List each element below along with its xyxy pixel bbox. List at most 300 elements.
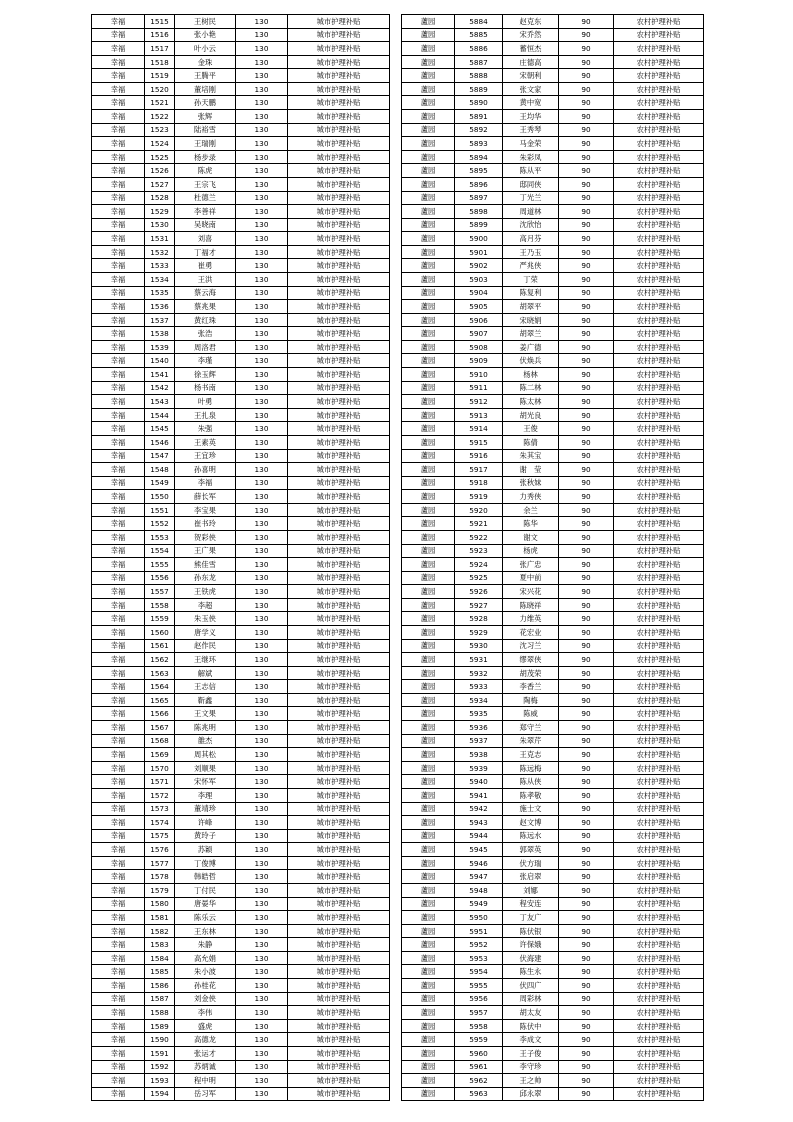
community-cell: 蘆园: [402, 490, 455, 504]
subsidy-type-cell: 农村护理补贴: [614, 626, 704, 640]
subsidy-type-cell: 城市护理补贴: [288, 802, 390, 816]
number-cell: 5939: [455, 761, 503, 775]
community-cell: 幸福: [92, 1046, 145, 1060]
subsidy-type-cell: 农村护理补贴: [614, 232, 704, 246]
community-cell: 蘆园: [402, 816, 455, 830]
table-row: [402, 422, 704, 436]
community-cell: 幸福: [92, 137, 145, 151]
name-cell: 施士文: [503, 802, 559, 816]
community-cell: 蘆园: [402, 680, 455, 694]
subsidy-type-cell: 城市护理补贴: [288, 748, 390, 762]
amount-cell: 130: [236, 272, 288, 286]
name-cell: 庄德高: [503, 55, 559, 69]
subsidy-type-cell: 城市护理补贴: [288, 1033, 390, 1047]
subsidy-type-cell: 农村护理补贴: [614, 585, 704, 599]
name-cell: 靳鑫: [175, 693, 236, 707]
subsidy-type-cell: 城市护理补贴: [288, 585, 390, 599]
name-cell: 邸同侠: [503, 177, 559, 191]
name-cell: 夏中前: [503, 571, 559, 585]
number-cell: 5911: [455, 381, 503, 395]
number-cell: 1584: [145, 951, 175, 965]
name-cell: 叶小云: [175, 42, 236, 56]
number-cell: 1540: [145, 354, 175, 368]
amount-cell: 130: [236, 544, 288, 558]
community-cell: 蘆园: [402, 884, 455, 898]
amount-cell: 90: [559, 218, 614, 232]
table-row: [92, 503, 390, 517]
number-cell: 1530: [145, 218, 175, 232]
subsidy-type-cell: 城市护理补贴: [288, 666, 390, 680]
amount-cell: 130: [236, 150, 288, 164]
name-cell: 赵文博: [503, 816, 559, 830]
community-cell: 幸福: [92, 245, 145, 259]
subsidy-type-cell: 农村护理补贴: [614, 1006, 704, 1020]
name-cell: 程安连: [503, 897, 559, 911]
table-row: [402, 707, 704, 721]
subsidy-type-cell: 农村护理补贴: [614, 558, 704, 572]
number-cell: 5912: [455, 395, 503, 409]
table-row: [402, 245, 704, 259]
number-cell: 1543: [145, 395, 175, 409]
number-cell: 1589: [145, 1019, 175, 1033]
number-cell: 1525: [145, 150, 175, 164]
community-cell: 蘆园: [402, 42, 455, 56]
community-cell: 蘆园: [402, 408, 455, 422]
number-cell: 1594: [145, 1087, 175, 1101]
number-cell: 5950: [455, 911, 503, 925]
table-row: [92, 856, 390, 870]
subsidy-type-cell: 农村护理补贴: [614, 734, 704, 748]
number-cell: 1558: [145, 598, 175, 612]
community-cell: 幸福: [92, 761, 145, 775]
community-cell: 蘆园: [402, 368, 455, 382]
subsidy-type-cell: 城市护理补贴: [288, 1074, 390, 1088]
community-cell: 蘆园: [402, 177, 455, 191]
amount-cell: 130: [236, 408, 288, 422]
name-cell: 黄红珠: [175, 313, 236, 327]
subsidy-type-cell: 城市护理补贴: [288, 653, 390, 667]
name-cell: 董培刚: [175, 82, 236, 96]
amount-cell: 90: [559, 612, 614, 626]
amount-cell: 90: [559, 748, 614, 762]
name-cell: 李宝果: [175, 503, 236, 517]
number-cell: 1568: [145, 734, 175, 748]
name-cell: 王瑞刚: [175, 137, 236, 151]
name-cell: 苏颖: [175, 843, 236, 857]
table-row: [92, 626, 390, 640]
number-cell: 5919: [455, 490, 503, 504]
number-cell: 5932: [455, 666, 503, 680]
table-row: [402, 639, 704, 653]
community-cell: 蘆园: [402, 300, 455, 314]
amount-cell: 130: [236, 503, 288, 517]
table-row: [402, 748, 704, 762]
number-cell: 1519: [145, 69, 175, 83]
number-cell: 1592: [145, 1060, 175, 1074]
subsidy-type-cell: 城市护理补贴: [288, 15, 390, 29]
subsidy-type-cell: 城市护理补贴: [288, 55, 390, 69]
community-cell: 蘆园: [402, 286, 455, 300]
community-cell: 蘆园: [402, 313, 455, 327]
name-cell: 张运才: [175, 1046, 236, 1060]
number-cell: 1588: [145, 1006, 175, 1020]
name-cell: 唐晏华: [175, 897, 236, 911]
amount-cell: 90: [559, 530, 614, 544]
amount-cell: 130: [236, 300, 288, 314]
table-row: [402, 1033, 704, 1047]
number-cell: 1566: [145, 707, 175, 721]
amount-cell: 90: [559, 300, 614, 314]
number-cell: 5899: [455, 218, 503, 232]
number-cell: 5959: [455, 1033, 503, 1047]
community-cell: 幸福: [92, 1019, 145, 1033]
number-cell: 5888: [455, 69, 503, 83]
community-cell: 幸福: [92, 1006, 145, 1020]
subsidy-type-cell: 农村护理补贴: [614, 979, 704, 993]
community-cell: 幸福: [92, 897, 145, 911]
community-cell: 蘆园: [402, 639, 455, 653]
table-row: [92, 639, 390, 653]
number-cell: 1556: [145, 571, 175, 585]
table-row: [402, 449, 704, 463]
table-row: [402, 734, 704, 748]
community-cell: 蘆园: [402, 272, 455, 286]
table-row: [92, 897, 390, 911]
number-cell: 5941: [455, 788, 503, 802]
number-cell: 1529: [145, 205, 175, 219]
table-row: [402, 1046, 704, 1060]
subsidy-type-cell: 农村护理补贴: [614, 110, 704, 124]
community-cell: 幸福: [92, 992, 145, 1006]
community-cell: 幸福: [92, 286, 145, 300]
number-cell: 5901: [455, 245, 503, 259]
subsidy-type-cell: 城市护理补贴: [288, 286, 390, 300]
community-cell: 幸福: [92, 164, 145, 178]
name-cell: 朱强: [175, 422, 236, 436]
number-cell: 1591: [145, 1046, 175, 1060]
number-cell: 5913: [455, 408, 503, 422]
amount-cell: 130: [236, 368, 288, 382]
number-cell: 5936: [455, 721, 503, 735]
name-cell: 刘娜: [503, 884, 559, 898]
name-cell: 严兆侠: [503, 259, 559, 273]
amount-cell: 90: [559, 992, 614, 1006]
subsidy-type-cell: 农村护理补贴: [614, 612, 704, 626]
community-cell: 蘆园: [402, 856, 455, 870]
table-row: [92, 42, 390, 56]
name-cell: 张广忠: [503, 558, 559, 572]
subsidy-type-cell: 城市护理补贴: [288, 177, 390, 191]
number-cell: 5930: [455, 639, 503, 653]
amount-cell: 90: [559, 517, 614, 531]
community-cell: 幸福: [92, 693, 145, 707]
table-row: [92, 96, 390, 110]
table-row: [92, 558, 390, 572]
subsidy-type-cell: 城市护理补贴: [288, 734, 390, 748]
subsidy-type-cell: 城市护理补贴: [288, 42, 390, 56]
number-cell: 5937: [455, 734, 503, 748]
name-cell: 陈虎: [175, 164, 236, 178]
subsidy-type-cell: 农村护理补贴: [614, 259, 704, 273]
number-cell: 1518: [145, 55, 175, 69]
table-row: [92, 490, 390, 504]
subsidy-type-cell: 城市护理补贴: [288, 843, 390, 857]
amount-cell: 130: [236, 1087, 288, 1101]
table-row: [402, 911, 704, 925]
subsidy-type-cell: 农村护理补贴: [614, 951, 704, 965]
number-cell: 5909: [455, 354, 503, 368]
number-cell: 1552: [145, 517, 175, 531]
table-row: [92, 653, 390, 667]
number-cell: 1586: [145, 979, 175, 993]
table-row: [402, 1087, 704, 1101]
name-cell: 王宗飞: [175, 177, 236, 191]
subsidy-type-cell: 城市护理补贴: [288, 340, 390, 354]
name-cell: 宋晓娟: [503, 313, 559, 327]
number-cell: 5926: [455, 585, 503, 599]
subsidy-type-cell: 城市护理补贴: [288, 381, 390, 395]
subsidy-type-cell: 城市护理补贴: [288, 816, 390, 830]
name-cell: 高德龙: [175, 1033, 236, 1047]
community-cell: 幸福: [92, 979, 145, 993]
subsidy-type-cell: 农村护理补贴: [614, 137, 704, 151]
subsidy-type-cell: 农村护理补贴: [614, 15, 704, 29]
community-cell: 蘆园: [402, 435, 455, 449]
table-row: [92, 449, 390, 463]
number-cell: 5920: [455, 503, 503, 517]
amount-cell: 130: [236, 571, 288, 585]
name-cell: 赵克东: [503, 15, 559, 29]
table-row: [402, 123, 704, 137]
name-cell: 张小艳: [175, 28, 236, 42]
table-row: [92, 829, 390, 843]
table-row: [402, 530, 704, 544]
table-row: [92, 327, 390, 341]
amount-cell: 90: [559, 965, 614, 979]
table-row: [92, 748, 390, 762]
subsidy-type-cell: 农村护理补贴: [614, 1060, 704, 1074]
subsidy-type-cell: 农村护理补贴: [614, 802, 704, 816]
subsidy-type-cell: 农村护理补贴: [614, 598, 704, 612]
amount-cell: 130: [236, 313, 288, 327]
name-cell: 张辉: [175, 110, 236, 124]
subsidy-type-cell: 城市护理补贴: [288, 96, 390, 110]
name-cell: 韩皓哲: [175, 870, 236, 884]
name-cell: 陈远水: [503, 829, 559, 843]
number-cell: 5884: [455, 15, 503, 29]
amount-cell: 90: [559, 191, 614, 205]
community-cell: 蘆园: [402, 979, 455, 993]
number-cell: 5886: [455, 42, 503, 56]
number-cell: 5960: [455, 1046, 503, 1060]
community-cell: 幸福: [92, 802, 145, 816]
amount-cell: 90: [559, 368, 614, 382]
number-cell: 1564: [145, 680, 175, 694]
community-cell: 幸福: [92, 218, 145, 232]
amount-cell: 130: [236, 707, 288, 721]
community-cell: 幸福: [92, 1087, 145, 1101]
community-cell: 幸福: [92, 150, 145, 164]
name-cell: 叶勇: [175, 395, 236, 409]
subsidy-type-cell: 农村护理补贴: [614, 286, 704, 300]
name-cell: 朱玉侠: [175, 612, 236, 626]
name-cell: 张浩: [175, 327, 236, 341]
community-cell: 蘆园: [402, 734, 455, 748]
number-cell: 5903: [455, 272, 503, 286]
subsidy-type-cell: 城市护理补贴: [288, 259, 390, 273]
number-cell: 1560: [145, 626, 175, 640]
subsidy-type-cell: 农村护理补贴: [614, 788, 704, 802]
amount-cell: 130: [236, 734, 288, 748]
number-cell: 1520: [145, 82, 175, 96]
amount-cell: 130: [236, 951, 288, 965]
number-cell: 1570: [145, 761, 175, 775]
community-cell: 幸福: [92, 327, 145, 341]
amount-cell: 130: [236, 286, 288, 300]
community-cell: 幸福: [92, 15, 145, 29]
number-cell: 5956: [455, 992, 503, 1006]
amount-cell: 90: [559, 422, 614, 436]
subsidy-type-cell: 农村护理补贴: [614, 829, 704, 843]
amount-cell: 130: [236, 530, 288, 544]
subsidy-type-cell: 城市护理补贴: [288, 897, 390, 911]
amount-cell: 90: [559, 788, 614, 802]
name-cell: 伏焕兵: [503, 354, 559, 368]
table-row: [402, 503, 704, 517]
table-row: [402, 897, 704, 911]
subsidy-type-cell: 城市护理补贴: [288, 164, 390, 178]
number-cell: 1572: [145, 788, 175, 802]
subsidy-type-cell: 农村护理补贴: [614, 354, 704, 368]
name-cell: 陈倩: [503, 435, 559, 449]
number-cell: 1539: [145, 340, 175, 354]
amount-cell: 130: [236, 28, 288, 42]
community-cell: 幸福: [92, 1060, 145, 1074]
number-cell: 5924: [455, 558, 503, 572]
name-cell: 王树民: [175, 15, 236, 29]
number-cell: 1537: [145, 313, 175, 327]
subsidy-type-cell: 城市护理补贴: [288, 571, 390, 585]
subsidy-type-cell: 农村护理补贴: [614, 843, 704, 857]
amount-cell: 130: [236, 884, 288, 898]
community-cell: 幸福: [92, 680, 145, 694]
table-row: [92, 992, 390, 1006]
community-cell: 幸福: [92, 816, 145, 830]
number-cell: 1587: [145, 992, 175, 1006]
number-cell: 5902: [455, 259, 503, 273]
left-table-body: [92, 15, 390, 1101]
number-cell: 5907: [455, 327, 503, 341]
table-row: [92, 802, 390, 816]
amount-cell: 90: [559, 856, 614, 870]
number-cell: 1536: [145, 300, 175, 314]
number-cell: 5914: [455, 422, 503, 436]
amount-cell: 90: [559, 476, 614, 490]
amount-cell: 90: [559, 911, 614, 925]
table-row: [92, 218, 390, 232]
subsidy-type-cell: 农村护理补贴: [614, 530, 704, 544]
community-cell: 幸福: [92, 666, 145, 680]
number-cell: 5900: [455, 232, 503, 246]
name-cell: 缪翠侠: [503, 653, 559, 667]
name-cell: 王铁虎: [175, 585, 236, 599]
number-cell: 5947: [455, 870, 503, 884]
name-cell: 伏海建: [503, 951, 559, 965]
table-row: [92, 517, 390, 531]
subsidy-type-cell: 农村护理补贴: [614, 856, 704, 870]
community-cell: 蘆园: [402, 164, 455, 178]
subsidy-type-cell: 城市护理补贴: [288, 110, 390, 124]
subsidy-type-cell: 农村护理补贴: [614, 911, 704, 925]
amount-cell: 130: [236, 123, 288, 137]
amount-cell: 90: [559, 571, 614, 585]
amount-cell: 130: [236, 598, 288, 612]
name-cell: 高允娟: [175, 951, 236, 965]
subsidy-type-cell: 城市护理补贴: [288, 965, 390, 979]
amount-cell: 90: [559, 693, 614, 707]
amount-cell: 90: [559, 313, 614, 327]
table-row: [402, 721, 704, 735]
table-row: [402, 829, 704, 843]
subsidy-type-cell: 城市护理补贴: [288, 28, 390, 42]
number-cell: 5948: [455, 884, 503, 898]
amount-cell: 90: [559, 761, 614, 775]
amount-cell: 90: [559, 802, 614, 816]
community-cell: 蘆园: [402, 788, 455, 802]
table-row: [92, 286, 390, 300]
subsidy-type-cell: 城市护理补贴: [288, 924, 390, 938]
community-cell: 蘆园: [402, 775, 455, 789]
subsidy-type-cell: 城市护理补贴: [288, 639, 390, 653]
community-cell: 幸福: [92, 626, 145, 640]
community-cell: 蘆园: [402, 585, 455, 599]
amount-cell: 130: [236, 55, 288, 69]
table-row: [92, 1074, 390, 1088]
number-cell: 1571: [145, 775, 175, 789]
community-cell: 幸福: [92, 232, 145, 246]
number-cell: 1517: [145, 42, 175, 56]
name-cell: 刘顺果: [175, 761, 236, 775]
community-cell: 蘆园: [402, 924, 455, 938]
amount-cell: 90: [559, 354, 614, 368]
amount-cell: 90: [559, 177, 614, 191]
subsidy-type-cell: 城市护理补贴: [288, 435, 390, 449]
amount-cell: 130: [236, 463, 288, 477]
name-cell: 李善祥: [175, 205, 236, 219]
community-cell: 幸福: [92, 381, 145, 395]
number-cell: 5896: [455, 177, 503, 191]
amount-cell: 130: [236, 1074, 288, 1088]
table-row: [402, 313, 704, 327]
table-row: [92, 232, 390, 246]
community-cell: 蘆园: [402, 123, 455, 137]
amount-cell: 90: [559, 449, 614, 463]
amount-cell: 130: [236, 69, 288, 83]
table-row: [402, 205, 704, 219]
subsidy-type-cell: 农村护理补贴: [614, 748, 704, 762]
number-cell: 5897: [455, 191, 503, 205]
subsidy-type-cell: 城市护理补贴: [288, 979, 390, 993]
table-row: [402, 381, 704, 395]
amount-cell: 130: [236, 232, 288, 246]
community-cell: 蘆园: [402, 381, 455, 395]
name-cell: 王子俊: [503, 1046, 559, 1060]
table-row: [402, 259, 704, 273]
name-cell: 宋兴花: [503, 585, 559, 599]
subsidy-type-cell: 城市护理补贴: [288, 490, 390, 504]
amount-cell: 130: [236, 829, 288, 843]
name-cell: 郭翠英: [503, 843, 559, 857]
